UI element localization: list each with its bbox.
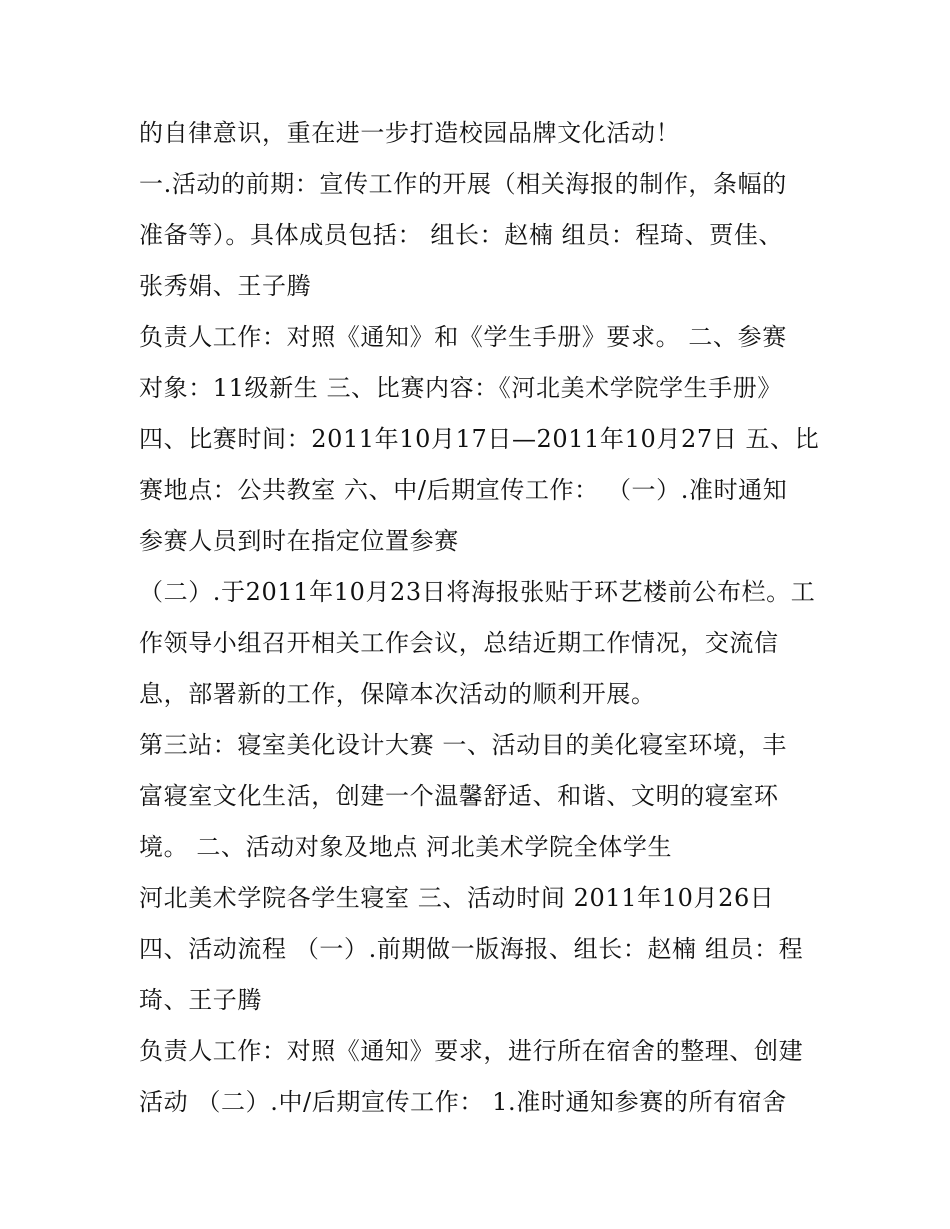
text-line: 赛地点：公共教室 六、中/后期宣传工作： （一）.准时通知	[139, 476, 788, 504]
text-line: 张秀娟、王子腾	[139, 272, 312, 300]
document-body	[139, 108, 819, 1128]
text-line: 境。 二、活动对象及地点 河北美术学院全体学生	[139, 833, 673, 861]
text-line: 对象：11级新生 三、比赛内容：《河北美术学院学生手册》	[139, 374, 782, 402]
text-line: 负责人工作：对照《通知》要求，进行所在宿舍的整理、创建	[139, 1037, 804, 1065]
text-line: 的自律意识，重在进一步打造校园品牌文化活动！	[139, 119, 681, 147]
text-line: 负责人工作：对照《通知》和《学生手册》要求。 二、参赛	[139, 323, 787, 351]
text-line: 四、活动流程 （一）.前期做一版海报、组长：赵楠 组员：程	[139, 935, 804, 963]
text-line: 作领导小组召开相关工作会议，总结近期工作情况，交流信	[139, 629, 779, 657]
text-line: （二）.于2011年10月23日将海报张贴于环艺楼前公布栏。工	[139, 578, 816, 606]
text-line: 活动 （二）.中/后期宣传工作： 1.准时通知参赛的所有宿舍	[139, 1088, 787, 1116]
text-line: 富寝室文化生活，创建一个温馨舒适、和谐、文明的寝室环	[139, 782, 779, 810]
text-line: 四、比赛时间：2011年10月17日—2011年10月27日 五、比	[139, 425, 820, 453]
text-line: 第三站：寝室美化设计大赛 一、活动目的美化寝室环境，丰	[139, 731, 787, 759]
text-line: 息，部署新的工作，保障本次活动的顺利开展。	[139, 680, 656, 708]
text-line: 准备等）。具体成员包括： 组长：赵楠 组员：程琦、贾佳、	[139, 221, 784, 249]
text-line: 参赛人员到时在指定位置参赛	[139, 527, 459, 555]
text-line: 一.活动的前期：宣传工作的开展（相关海报的制作，条幅的	[139, 170, 787, 198]
text-line: 琦、王子腾	[139, 986, 262, 1014]
text-line: 河北美术学院各学生寝室 三、活动时间 2011年10月26日	[139, 884, 775, 912]
